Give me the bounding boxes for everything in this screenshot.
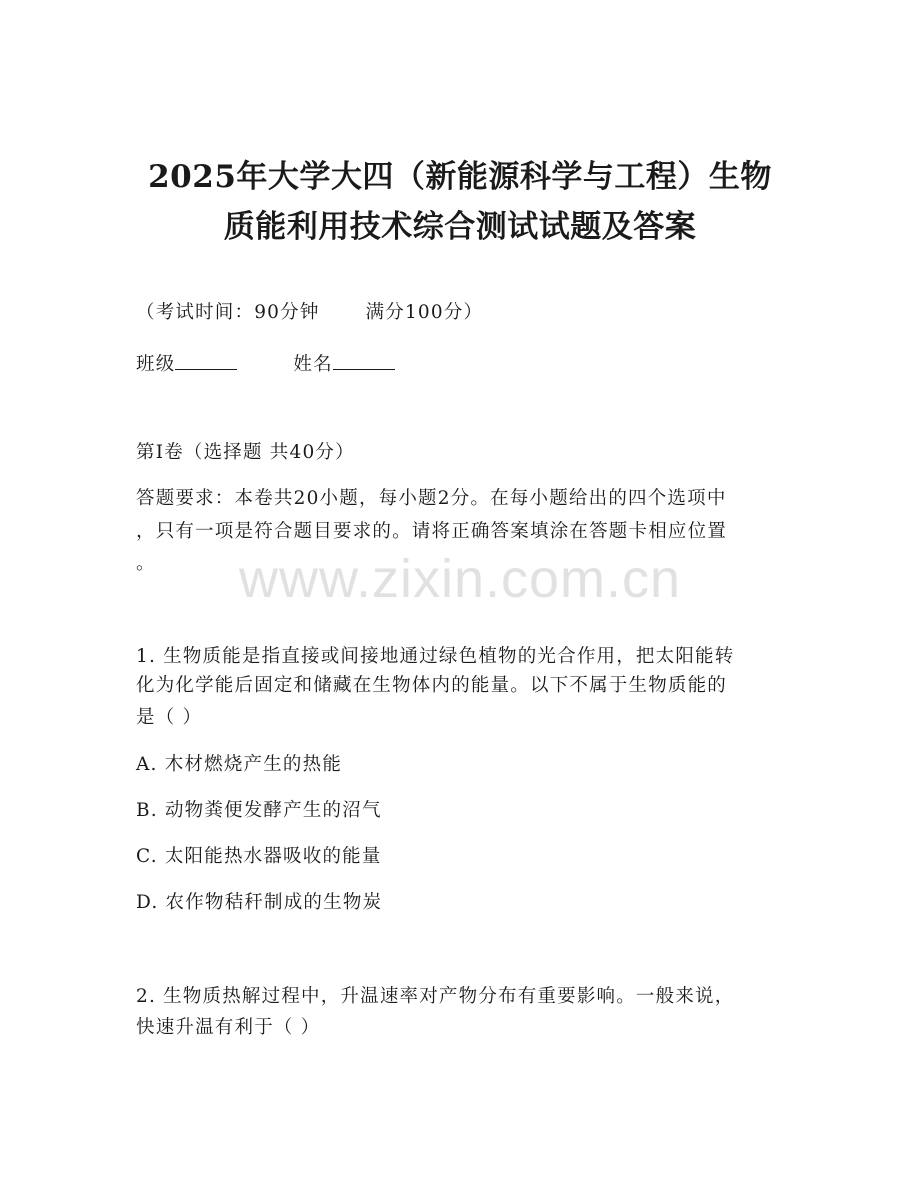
question-1-line: 是（ ） xyxy=(136,707,203,728)
student-info xyxy=(136,353,395,375)
instruction-line: 。 xyxy=(136,553,156,574)
question-2-line: 快速升温有利于（ ） xyxy=(136,1017,321,1038)
question-2-line: 2. 生物质热解过程中，升温速率对产物分布有重要影响。一般来说， xyxy=(136,986,735,1007)
name-label: 姓名 xyxy=(293,354,333,375)
question-1-line: 化为化学能后固定和储藏在生物体内的能量。以下不属于生物质能的 xyxy=(136,675,728,696)
question-1-option-d: D. 农作物秸秆制成的生物炭 xyxy=(136,892,383,913)
name-blank xyxy=(333,353,395,370)
exam-time: （考试时间：90分钟 xyxy=(136,302,320,323)
question-1-option-a: A. 木材燃烧产生的热能 xyxy=(136,754,343,775)
instruction-line: ，只有一项是符合题目要求的。请将正确答案填涂在答题卡相应位置 xyxy=(136,521,728,542)
exam-info xyxy=(136,304,483,323)
question-1-line: 1. 生物质能是指直接或间接地通过绿色植物的光合作用，把太阳能转 xyxy=(136,646,735,667)
instruction-line: 答题要求：本卷共20小题，每小题2分。在每小题给出的四个选项中 xyxy=(136,488,727,509)
exam-full-score: 满分100分） xyxy=(365,302,484,323)
watermark: www.zixin.com.cn xyxy=(238,549,682,609)
class-blank xyxy=(175,353,237,370)
class-label: 班级 xyxy=(136,354,176,375)
document-title-line-1: 2025年大学大四（新能源科学与工程）生物 xyxy=(148,159,772,195)
question-1-option-c: C. 太阳能热水器吸收的能量 xyxy=(136,846,382,867)
document-title-line-2: 质能利用技术综合测试试题及答案 xyxy=(223,209,697,245)
question-1-option-b: B. 动物粪便发酵产生的沼气 xyxy=(136,800,382,821)
section-heading: 第I卷（选择题 共40分） xyxy=(136,442,355,463)
